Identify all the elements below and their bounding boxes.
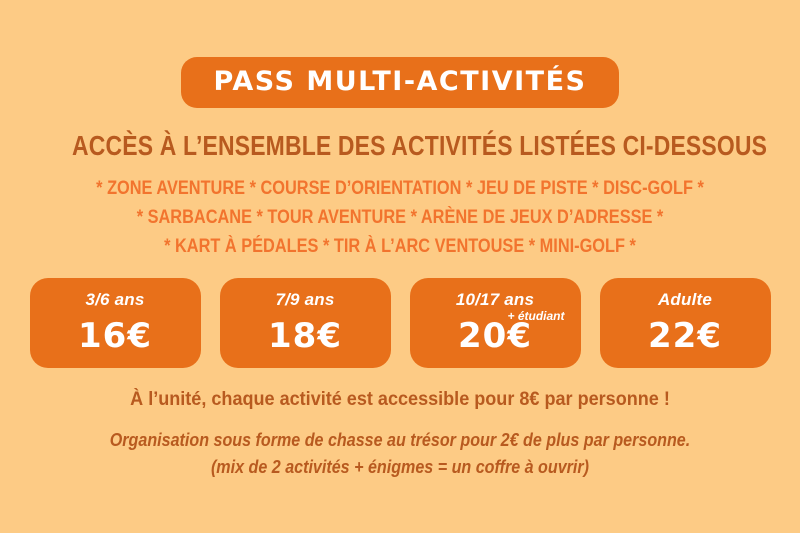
activities-line-1: * ZONE AVENTURE * COURSE D’ORIENTATION * JEU DE PISTE * DISC-GOLF * bbox=[96, 178, 704, 199]
card-price: 18€ bbox=[268, 316, 342, 356]
price-card-adulte bbox=[600, 278, 771, 368]
treasure-hunt-detail: (mix de 2 activités + énigmes = un coffre à ouvrir) bbox=[210, 456, 590, 477]
price-card-3-6-ans bbox=[30, 278, 201, 368]
treasure-hunt-notes bbox=[52, 426, 748, 480]
price-cards-row bbox=[0, 278, 800, 368]
card-age-label: 7/9 ans bbox=[275, 290, 335, 309]
card-age-label: 3/6 ans bbox=[85, 290, 145, 309]
card-price: 20€ bbox=[458, 316, 532, 356]
card-price: 16€ bbox=[78, 316, 152, 356]
unit-price-note: À l’unité, chaque activité est accessible pour 8€ par personne ! bbox=[130, 389, 670, 410]
treasure-hunt-note: Organisation sous forme de chasse au trésor pour 2€ de plus par personne. bbox=[109, 429, 691, 450]
card-age-label: Adulte bbox=[657, 290, 713, 309]
activities-line-2: * SARBACANE * TOUR AVENTURE * ARÈNE DE JEUX D’ADRESSE * bbox=[136, 207, 664, 228]
student-suffix-label: + étudiant bbox=[507, 309, 565, 323]
title-badge: PASS MULTI-ACTIVITÉS bbox=[181, 57, 620, 108]
badge-row bbox=[0, 0, 800, 108]
price-card-10-17-ans bbox=[410, 278, 581, 368]
access-heading: ACCÈS À L’ENSEMBLE DES ACTIVITÉS LISTÉES CI-DESSOUS bbox=[72, 130, 768, 161]
card-age-label: 10/17 ans bbox=[455, 290, 535, 309]
activities-line-3: * KART À PÉDALES * TIR À L’ARC VENTOUSE * MINI-GOLF * bbox=[164, 236, 636, 257]
card-price: 22€ bbox=[648, 316, 722, 356]
price-card-7-9-ans bbox=[220, 278, 391, 368]
activities-list bbox=[0, 174, 800, 261]
